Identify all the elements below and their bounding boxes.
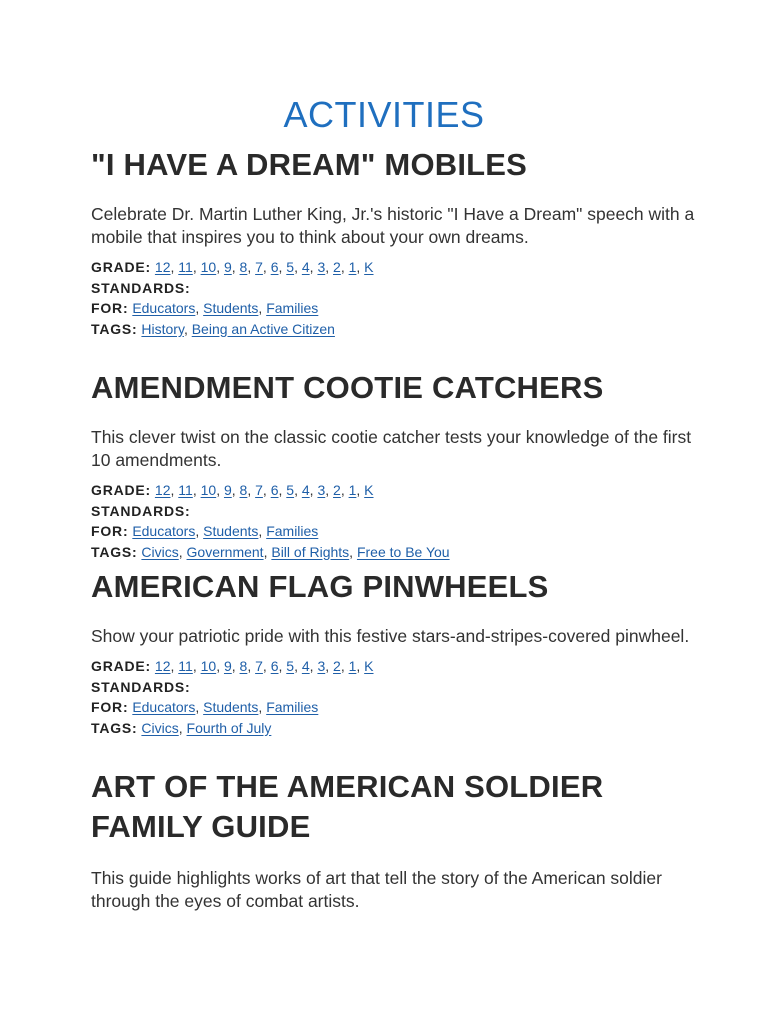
tag-link[interactable]: History <box>141 320 184 337</box>
standards-label: STANDARDS: <box>91 502 191 519</box>
grade-link[interactable]: 11 <box>178 482 193 498</box>
list-separator: , <box>216 259 224 275</box>
audience-row <box>91 521 701 542</box>
list-separator: , <box>263 543 272 560</box>
grade-link[interactable]: 10 <box>200 658 217 674</box>
tags-label: TAGS: <box>91 719 138 736</box>
list-separator: , <box>170 658 179 674</box>
list-separator: , <box>294 658 302 674</box>
grade-link[interactable]: 10 <box>200 259 217 275</box>
activity-title: ART OF THE AMERICAN SOLDIER FAMILY GUIDE <box>91 769 604 844</box>
tags-label: TAGS: <box>91 543 138 560</box>
list-separator: , <box>183 320 192 337</box>
grade-link[interactable]: 12 <box>154 482 171 498</box>
list-separator: , <box>216 482 224 498</box>
list-separator: , <box>294 482 302 498</box>
grade-label: GRADE: <box>91 482 152 498</box>
tags-row <box>91 319 701 340</box>
list-separator: , <box>192 482 201 498</box>
list-separator: , <box>278 259 287 275</box>
grade-row <box>91 257 701 278</box>
grade-link[interactable]: 1 <box>348 482 357 498</box>
list-separator: , <box>349 543 357 560</box>
list-separator: , <box>170 259 179 275</box>
grade-link[interactable]: 8 <box>239 259 248 275</box>
grade-link[interactable]: 12 <box>154 658 171 674</box>
for-label: FOR: <box>91 699 129 715</box>
list-separator: , <box>231 259 240 275</box>
list-separator: , <box>325 482 334 498</box>
activity-title: AMENDMENT COOTIE CATCHERS <box>91 370 604 405</box>
audience-row <box>91 298 701 319</box>
list-separator: , <box>340 482 349 498</box>
grade-link[interactable]: 11 <box>178 259 193 275</box>
grade-link-list <box>155 482 374 498</box>
list-separator: , <box>231 658 240 674</box>
tag-link[interactable]: Civics <box>141 543 179 560</box>
grade-link[interactable]: 4 <box>301 658 310 674</box>
grade-link[interactable]: 4 <box>301 259 310 275</box>
list-separator: , <box>247 658 256 674</box>
list-separator: , <box>325 658 334 674</box>
list-separator: , <box>247 259 256 275</box>
list-separator: , <box>356 259 365 275</box>
list-separator: , <box>192 658 201 674</box>
grade-link[interactable]: 3 <box>317 658 326 674</box>
activity-description: This clever twist on the classic cootie catcher tests your knowledge of the first 10 amendments. <box>91 427 692 470</box>
grade-link[interactable]: 2 <box>333 482 341 498</box>
page-title: ACTIVITIES <box>283 94 485 135</box>
grade-link[interactable]: 4 <box>301 482 310 498</box>
grade-label: GRADE: <box>91 658 152 674</box>
grade-link[interactable]: 8 <box>239 482 248 498</box>
activity-description: This guide highlights works of art that tell the story of the American soldier through the eyes of combat artists. <box>91 868 662 911</box>
grade-link[interactable]: 2 <box>333 658 341 674</box>
standards-label: STANDARDS: <box>91 678 191 695</box>
list-separator: , <box>278 658 287 674</box>
audience-link[interactable]: Families <box>266 523 319 539</box>
grade-link[interactable]: 3 <box>317 259 326 275</box>
grade-link[interactable]: 6 <box>270 259 279 275</box>
standards-row <box>91 677 701 698</box>
tags-row <box>91 542 701 563</box>
grade-link[interactable]: 3 <box>317 482 326 498</box>
list-separator: , <box>262 259 271 275</box>
audience-row <box>91 697 701 718</box>
audience-link[interactable]: Families <box>266 300 319 316</box>
grade-link[interactable]: 1 <box>348 658 357 674</box>
grade-link[interactable]: 12 <box>154 259 171 275</box>
grade-link[interactable]: 5 <box>286 259 295 275</box>
list-separator: , <box>170 482 179 498</box>
grade-link[interactable]: 8 <box>239 658 248 674</box>
tag-link[interactable]: Civics <box>141 719 179 736</box>
list-separator: , <box>216 658 224 674</box>
list-separator: , <box>262 658 271 674</box>
list-separator: , <box>195 300 204 316</box>
for-label: FOR: <box>91 300 129 316</box>
tag-link[interactable]: Government <box>186 543 264 560</box>
grade-link[interactable]: 11 <box>178 658 193 674</box>
activity-title: "I HAVE A DREAM" MOBILES <box>91 147 528 182</box>
tag-link-list <box>141 321 335 337</box>
audience-link[interactable]: Educators <box>132 699 196 715</box>
tags-row <box>91 718 701 739</box>
grade-link[interactable]: 6 <box>270 482 279 498</box>
tags-label: TAGS: <box>91 320 138 337</box>
audience-link[interactable]: Students <box>203 300 259 316</box>
list-separator: , <box>262 482 271 498</box>
list-separator: , <box>258 523 267 539</box>
audience-link-list <box>132 300 318 316</box>
grade-link-list <box>155 658 374 674</box>
audience-link-list <box>132 699 318 715</box>
grade-link[interactable]: 1 <box>348 259 357 275</box>
audience-link[interactable]: Educators <box>132 300 196 316</box>
list-separator: , <box>192 259 201 275</box>
list-separator: , <box>258 300 267 316</box>
grade-link[interactable]: 6 <box>270 658 279 674</box>
list-separator: , <box>247 482 256 498</box>
tag-link[interactable]: Fourth of July <box>186 719 272 736</box>
grade-link[interactable]: K <box>364 259 374 275</box>
grade-link[interactable]: 7 <box>255 658 263 674</box>
activity-title: AMERICAN FLAG PINWHEELS <box>91 569 549 604</box>
grade-link[interactable]: K <box>364 482 374 498</box>
audience-link[interactable]: Educators <box>132 523 196 539</box>
list-separator: , <box>195 523 204 539</box>
audience-link[interactable]: Students <box>203 699 259 715</box>
grade-link[interactable]: 9 <box>223 658 232 674</box>
grade-link[interactable]: 10 <box>200 482 217 498</box>
grade-row <box>91 656 701 677</box>
list-separator: , <box>178 719 187 736</box>
grade-link[interactable]: 7 <box>255 259 263 275</box>
list-separator: , <box>294 259 302 275</box>
tag-link-list <box>141 720 271 736</box>
tag-link[interactable]: Being an Active Citizen <box>191 320 335 337</box>
standards-label: STANDARDS: <box>91 279 191 296</box>
for-label: FOR: <box>91 523 129 539</box>
grade-link[interactable]: K <box>364 658 374 674</box>
tag-link[interactable]: Bill of Rights <box>271 543 350 560</box>
activity-item <box>91 145 701 339</box>
activity-item <box>91 368 701 562</box>
grade-row <box>91 480 701 501</box>
grade-link[interactable]: 9 <box>223 482 232 498</box>
activity-item <box>91 767 701 913</box>
list-separator: , <box>309 658 318 674</box>
activity-description: Celebrate Dr. Martin Luther King, Jr.'s historic "I Have a Dream" speech with a mobile that inspires you to think about your own dreams. <box>91 204 695 247</box>
list-separator: , <box>278 482 287 498</box>
list-separator: , <box>195 699 204 715</box>
list-separator: , <box>178 543 187 560</box>
list-separator: , <box>356 658 365 674</box>
grade-label: GRADE: <box>91 259 152 275</box>
grade-link[interactable]: 2 <box>333 259 341 275</box>
list-separator: , <box>258 699 267 715</box>
grade-link[interactable]: 5 <box>286 482 295 498</box>
standards-row <box>91 501 701 522</box>
list-separator: , <box>340 259 349 275</box>
activity-description: Show your patriotic pride with this festive stars-and-stripes-covered pinwheel. <box>91 626 690 646</box>
list-separator: , <box>356 482 365 498</box>
audience-link[interactable]: Families <box>266 699 319 715</box>
grade-link[interactable]: 5 <box>286 658 295 674</box>
list-separator: , <box>309 259 318 275</box>
standards-row <box>91 278 701 299</box>
grade-link-list <box>155 259 374 275</box>
audience-link-list <box>132 523 318 539</box>
grade-link[interactable]: 9 <box>223 259 232 275</box>
list-separator: , <box>340 658 349 674</box>
list-separator: , <box>325 259 334 275</box>
tag-link-list <box>141 544 449 560</box>
tag-link[interactable]: Free to Be You <box>356 543 450 560</box>
audience-link[interactable]: Students <box>203 523 259 539</box>
grade-link[interactable]: 7 <box>255 482 263 498</box>
list-separator: , <box>309 482 318 498</box>
list-separator: , <box>231 482 240 498</box>
activity-item <box>91 567 701 738</box>
